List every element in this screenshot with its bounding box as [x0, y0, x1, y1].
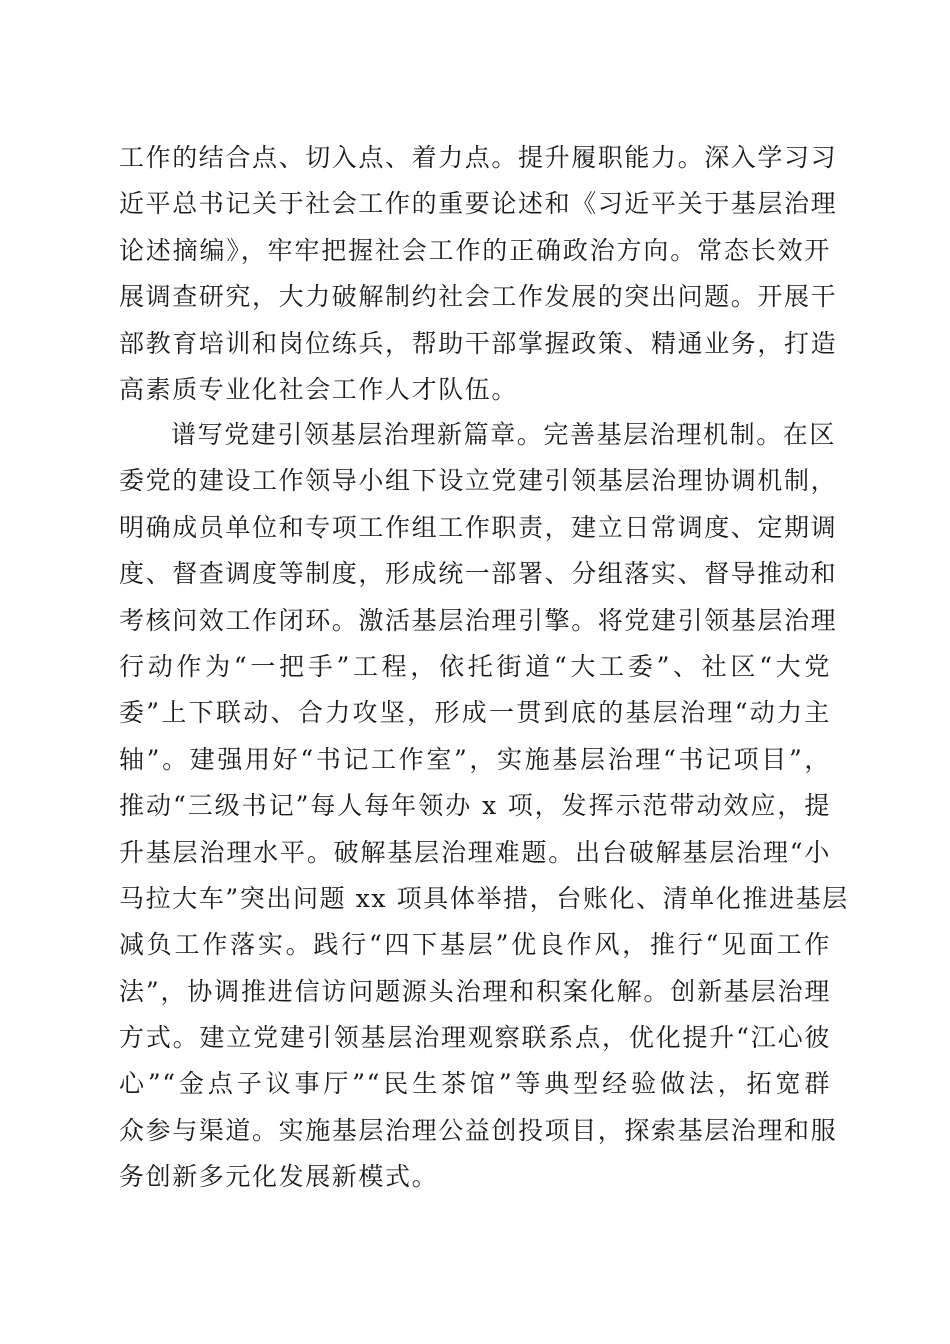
text-line: 高素质专业化社会工作人才队伍。 [119, 374, 519, 404]
text-line: 法”，协调推进信访问题源头治理和积案化解。创新基层治理 [119, 976, 831, 1006]
text-line: 升基层治理水平。破解基层治理难题。出台破解基层治理“小 [119, 837, 831, 867]
text-line: 方式。建立党建引领基层治理观察联系点，优化提升“江心彼 [119, 1023, 831, 1053]
text-line: 部教育培训和岗位练兵，帮助干部掌握政策、精通业务，打造 [119, 328, 838, 358]
text-line: 工作的结合点、切入点、着力点。提升履职能力。深入学习习 [119, 143, 838, 172]
text-line: 委”上下联动、合力攻坚，形成一贯到底的基层治理“动力主 [119, 698, 831, 728]
text-line: 明确成员单位和专项工作组工作职责，建立日常调度、定期调 [119, 512, 838, 542]
paragraph-grassroots-governance [119, 412, 849, 1201]
text-line: 众参与渠道。实施基层治理公益创投项目，探索基层治理和服 [119, 1115, 838, 1145]
text-line: 展调查研究，大力破解制约社会工作发展的突出问题。开展干 [119, 282, 838, 312]
text-line: 委党的建设工作领导小组下设立党建引领基层治理协调机制， [119, 466, 838, 496]
text-line: 论述摘编》，牢牢把握社会工作的正确政治方向。常态长效开 [119, 235, 831, 265]
text-line: 马拉大车”突出问题 xx 项具体举措，台账化、清单化推进基层 [119, 883, 849, 913]
text-line: 近平总书记关于社会工作的重要论述和《习近平关于基层治理 [119, 189, 838, 219]
text-line: 务创新多元化发展新模式。 [119, 1162, 439, 1192]
paragraph-performance-capability [119, 135, 838, 413]
text-line: 谱写党建引领基层治理新篇章。完善基层治理机制。在区 [171, 420, 837, 449]
text-line: 考核问效工作闭环。激活基层治理引擎。将党建引领基层治理 [119, 605, 838, 635]
text-line: 度、督查调度等制度，形成统一部署、分组落实、督导推动和 [119, 559, 838, 589]
text-line: 行动作为“一把手”工程，依托街道“大工委”、社区“大党 [119, 651, 831, 681]
text-line: 推动“三级书记”每人每年领办 x 项，发挥示范带动效应，提 [119, 791, 831, 821]
text-line: 减负工作落实。践行“四下基层”优良作风，推行“见面工作 [119, 930, 831, 960]
text-line: 心”“金点子议事厅”“民生茶馆”等典型经验做法，拓宽群 [119, 1069, 831, 1099]
text-line: 轴”。建强用好“书记工作室”，实施基层治理“书记项目”， [119, 744, 831, 774]
